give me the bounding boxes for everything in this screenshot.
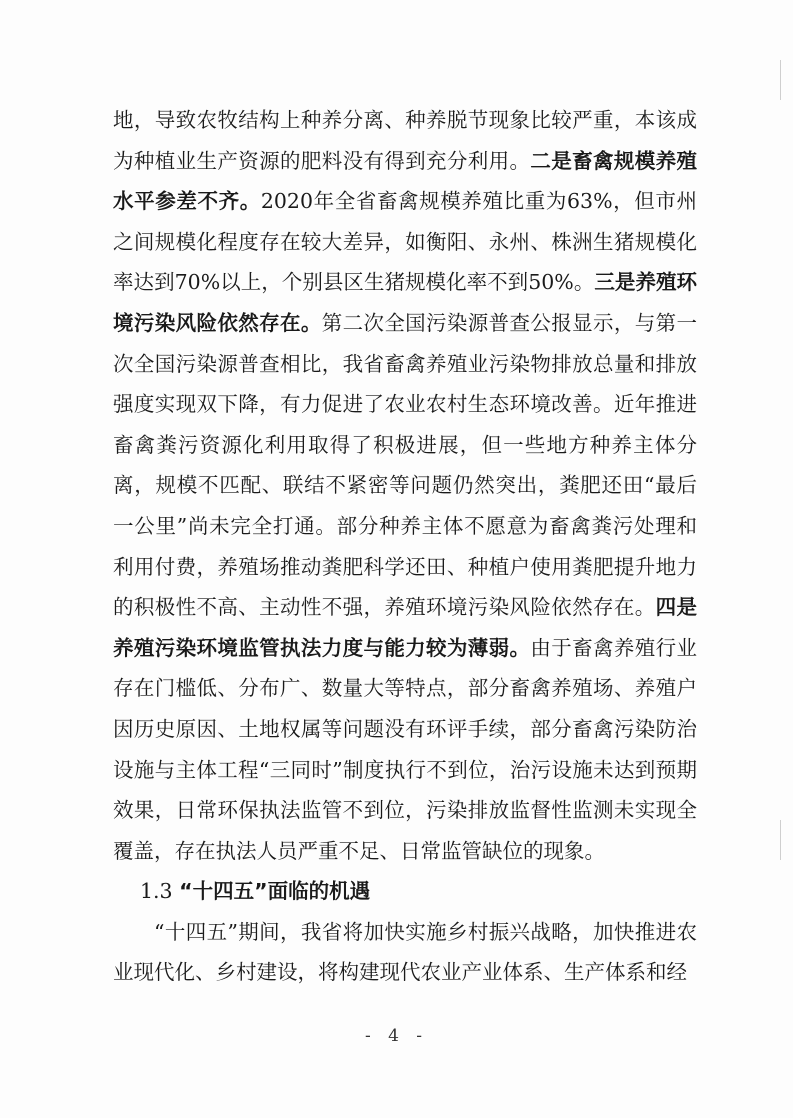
section-number: 1.3 (140, 879, 173, 904)
paragraph-1-segment-3: 2020年全省畜禽规模养殖比重为63%，但市州之间规模化程度存在较大差异，如衡阳、永州、株洲生猪规模化率达到70%以上，个别县区生猪规模化率不到50%。 (113, 189, 698, 295)
section-title: “十四五”面临的机遇 (179, 879, 371, 904)
section-heading (113, 871, 697, 912)
point-four-heading: 四是养殖污染环境监管执法力度与能力较为薄弱。 (113, 595, 698, 660)
paragraph-2: “十四五”期间，我省将加快实施乡村振兴战略，加快推进农业现代化、乡村建设，将构建现代农业产业体系、生产体系和经 (113, 919, 697, 985)
page-number: - 4 - (364, 1026, 429, 1046)
paragraph-1-segment-1: 地，导致农牧结构上种养分离、种养脱节现象比较严重，本该成为种植业生产资源的肥料没有得到充分利用。 (113, 108, 697, 173)
paragraph-1-segment-7: 由于畜禽养殖行业存在门槛低、分布广、数量大等特点，部分畜禽养殖场、养殖户因历史原因、土地权属等问题没有环评手续，部分畜禽污染防治设施与主体工程“三同时”制度执行不到位，治污设施未达到预期效果，日常环保执法监管不到位，污染排放监督性监测未实现全覆盖，存在执法人员严重不足、日常监管缺位的现象。 (113, 635, 697, 863)
point-two-heading: 二是畜禽规模养殖水平参差不齐。 (113, 148, 697, 214)
point-three-heading: 三是养殖环境污染风险依然存在。 (113, 270, 697, 335)
body-text (113, 100, 697, 993)
scan-edge-mark (780, 820, 781, 860)
scan-edge-mark (780, 60, 781, 100)
paragraph-1-segment-5: 第二次全国污染源普查公报显示，与第一次全国污染源普查相比，我省畜禽养殖业污染物排放总量和排放强度实现双下降，有力促进了农业农村生态环境改善。近年推进畜禽粪污资源化利用取得了积极进展，但一些地方种养主体分离，规模不匹配、联结不紧密等问题仍然突出，粪肥还田“最后一公里”尚未完全打通。部分种养主体不愿意为畜禽粪污处理和利用付费，养殖场推动粪肥科学还田、种植户使用粪肥提升地力的积极性不高、主动性不强，养殖环境污染风险依然存在。 (113, 310, 697, 620)
paragraph-1 (113, 100, 697, 871)
